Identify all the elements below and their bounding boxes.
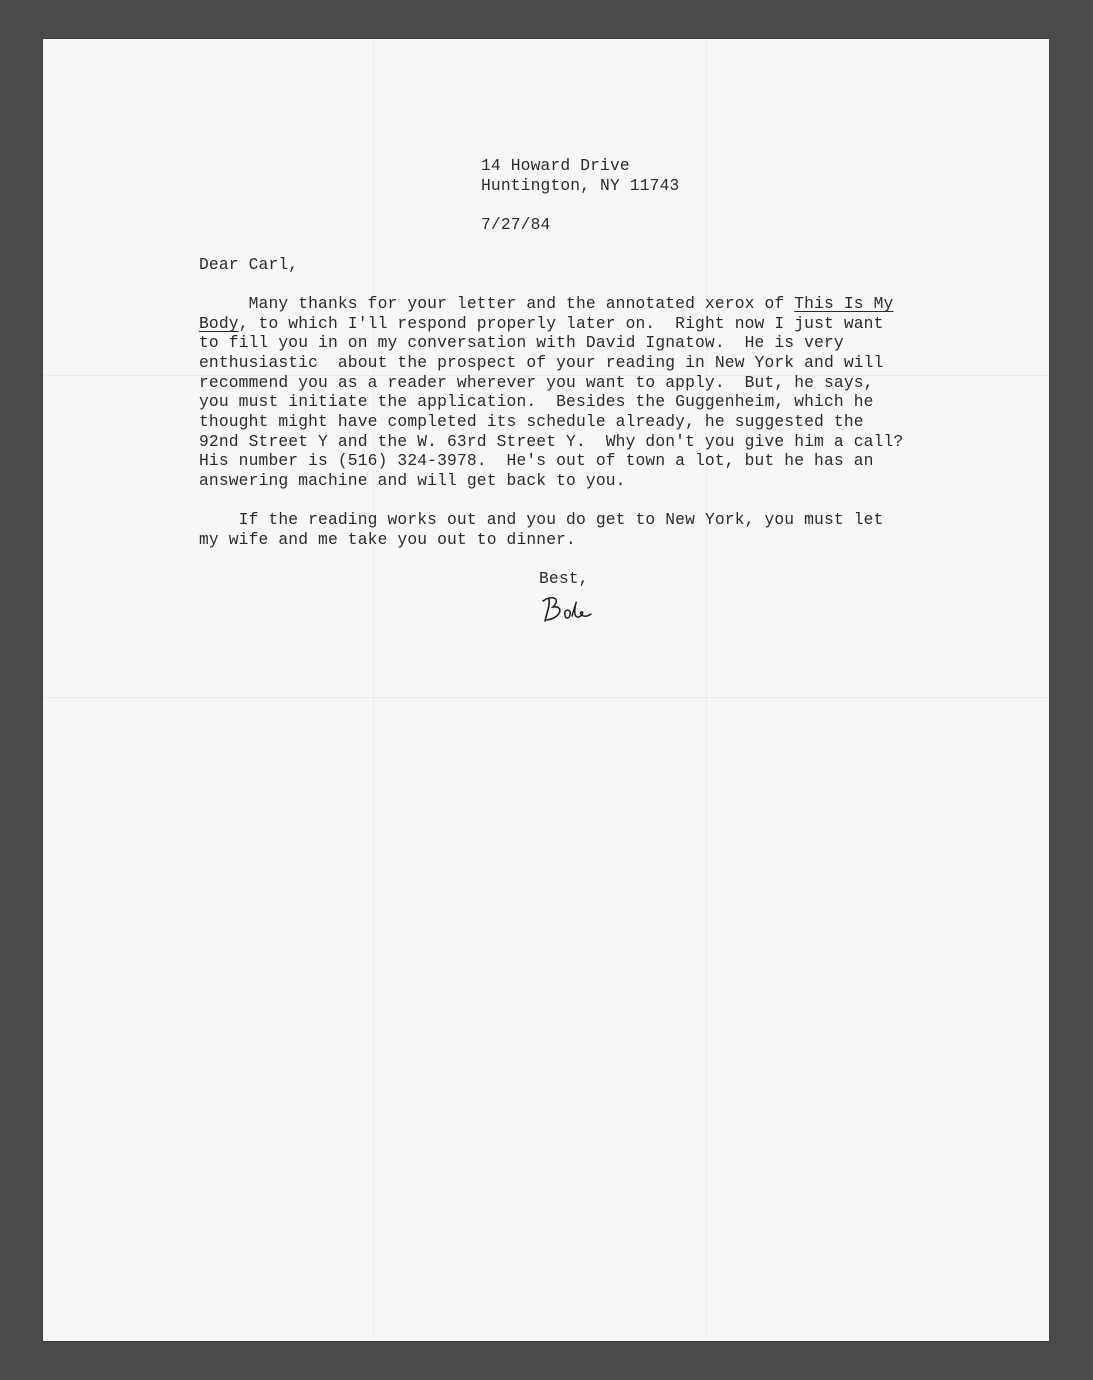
letter-page [43, 39, 1049, 1341]
closing: Best, [539, 569, 589, 588]
address-line-2: Huntington, NY 11743 [481, 176, 680, 195]
salutation: Dear Carl, [199, 255, 299, 274]
paragraph-line: you must initiate the application. Besides the Guggenheim, which he [199, 392, 874, 411]
fold-line [43, 697, 1049, 698]
paragraph-line: His number is (516) 324-3978. He's out of town a lot, but he has an [199, 451, 874, 470]
book-title: This Is My [794, 294, 894, 313]
signature [539, 591, 599, 627]
text-run: Many thanks for your letter and the annotated xerox of [199, 294, 795, 313]
paragraph-line: to fill you in on my conversation with David Ignatow. He is very [199, 333, 844, 352]
paragraph-line [199, 294, 893, 314]
paragraph-line: recommend you as a reader wherever you want to apply. But, he says, [199, 373, 874, 392]
paragraph-line: If the reading works out and you do get to New York, you must let [199, 510, 884, 529]
paragraph-line: answering machine and will get back to you. [199, 471, 626, 490]
paragraph-line [199, 314, 884, 334]
fold-line [373, 39, 374, 1341]
fold-line [706, 39, 707, 1341]
text-run: , to which I'll respond properly later on. Right now I just want [238, 314, 884, 333]
letter-date: 7/27/84 [481, 215, 551, 234]
book-title: Body [199, 314, 239, 333]
paragraph-line: 92nd Street Y and the W. 63rd Street Y. Why don't you give him a call? [199, 432, 904, 451]
paragraph-line: thought might have completed its schedule already, he suggested the [199, 412, 864, 431]
paragraph-line: my wife and me take you out to dinner. [199, 530, 576, 549]
address-line-1: 14 Howard Drive [481, 156, 630, 175]
paragraph-line: enthusiastic about the prospect of your reading in New York and will [199, 353, 884, 372]
